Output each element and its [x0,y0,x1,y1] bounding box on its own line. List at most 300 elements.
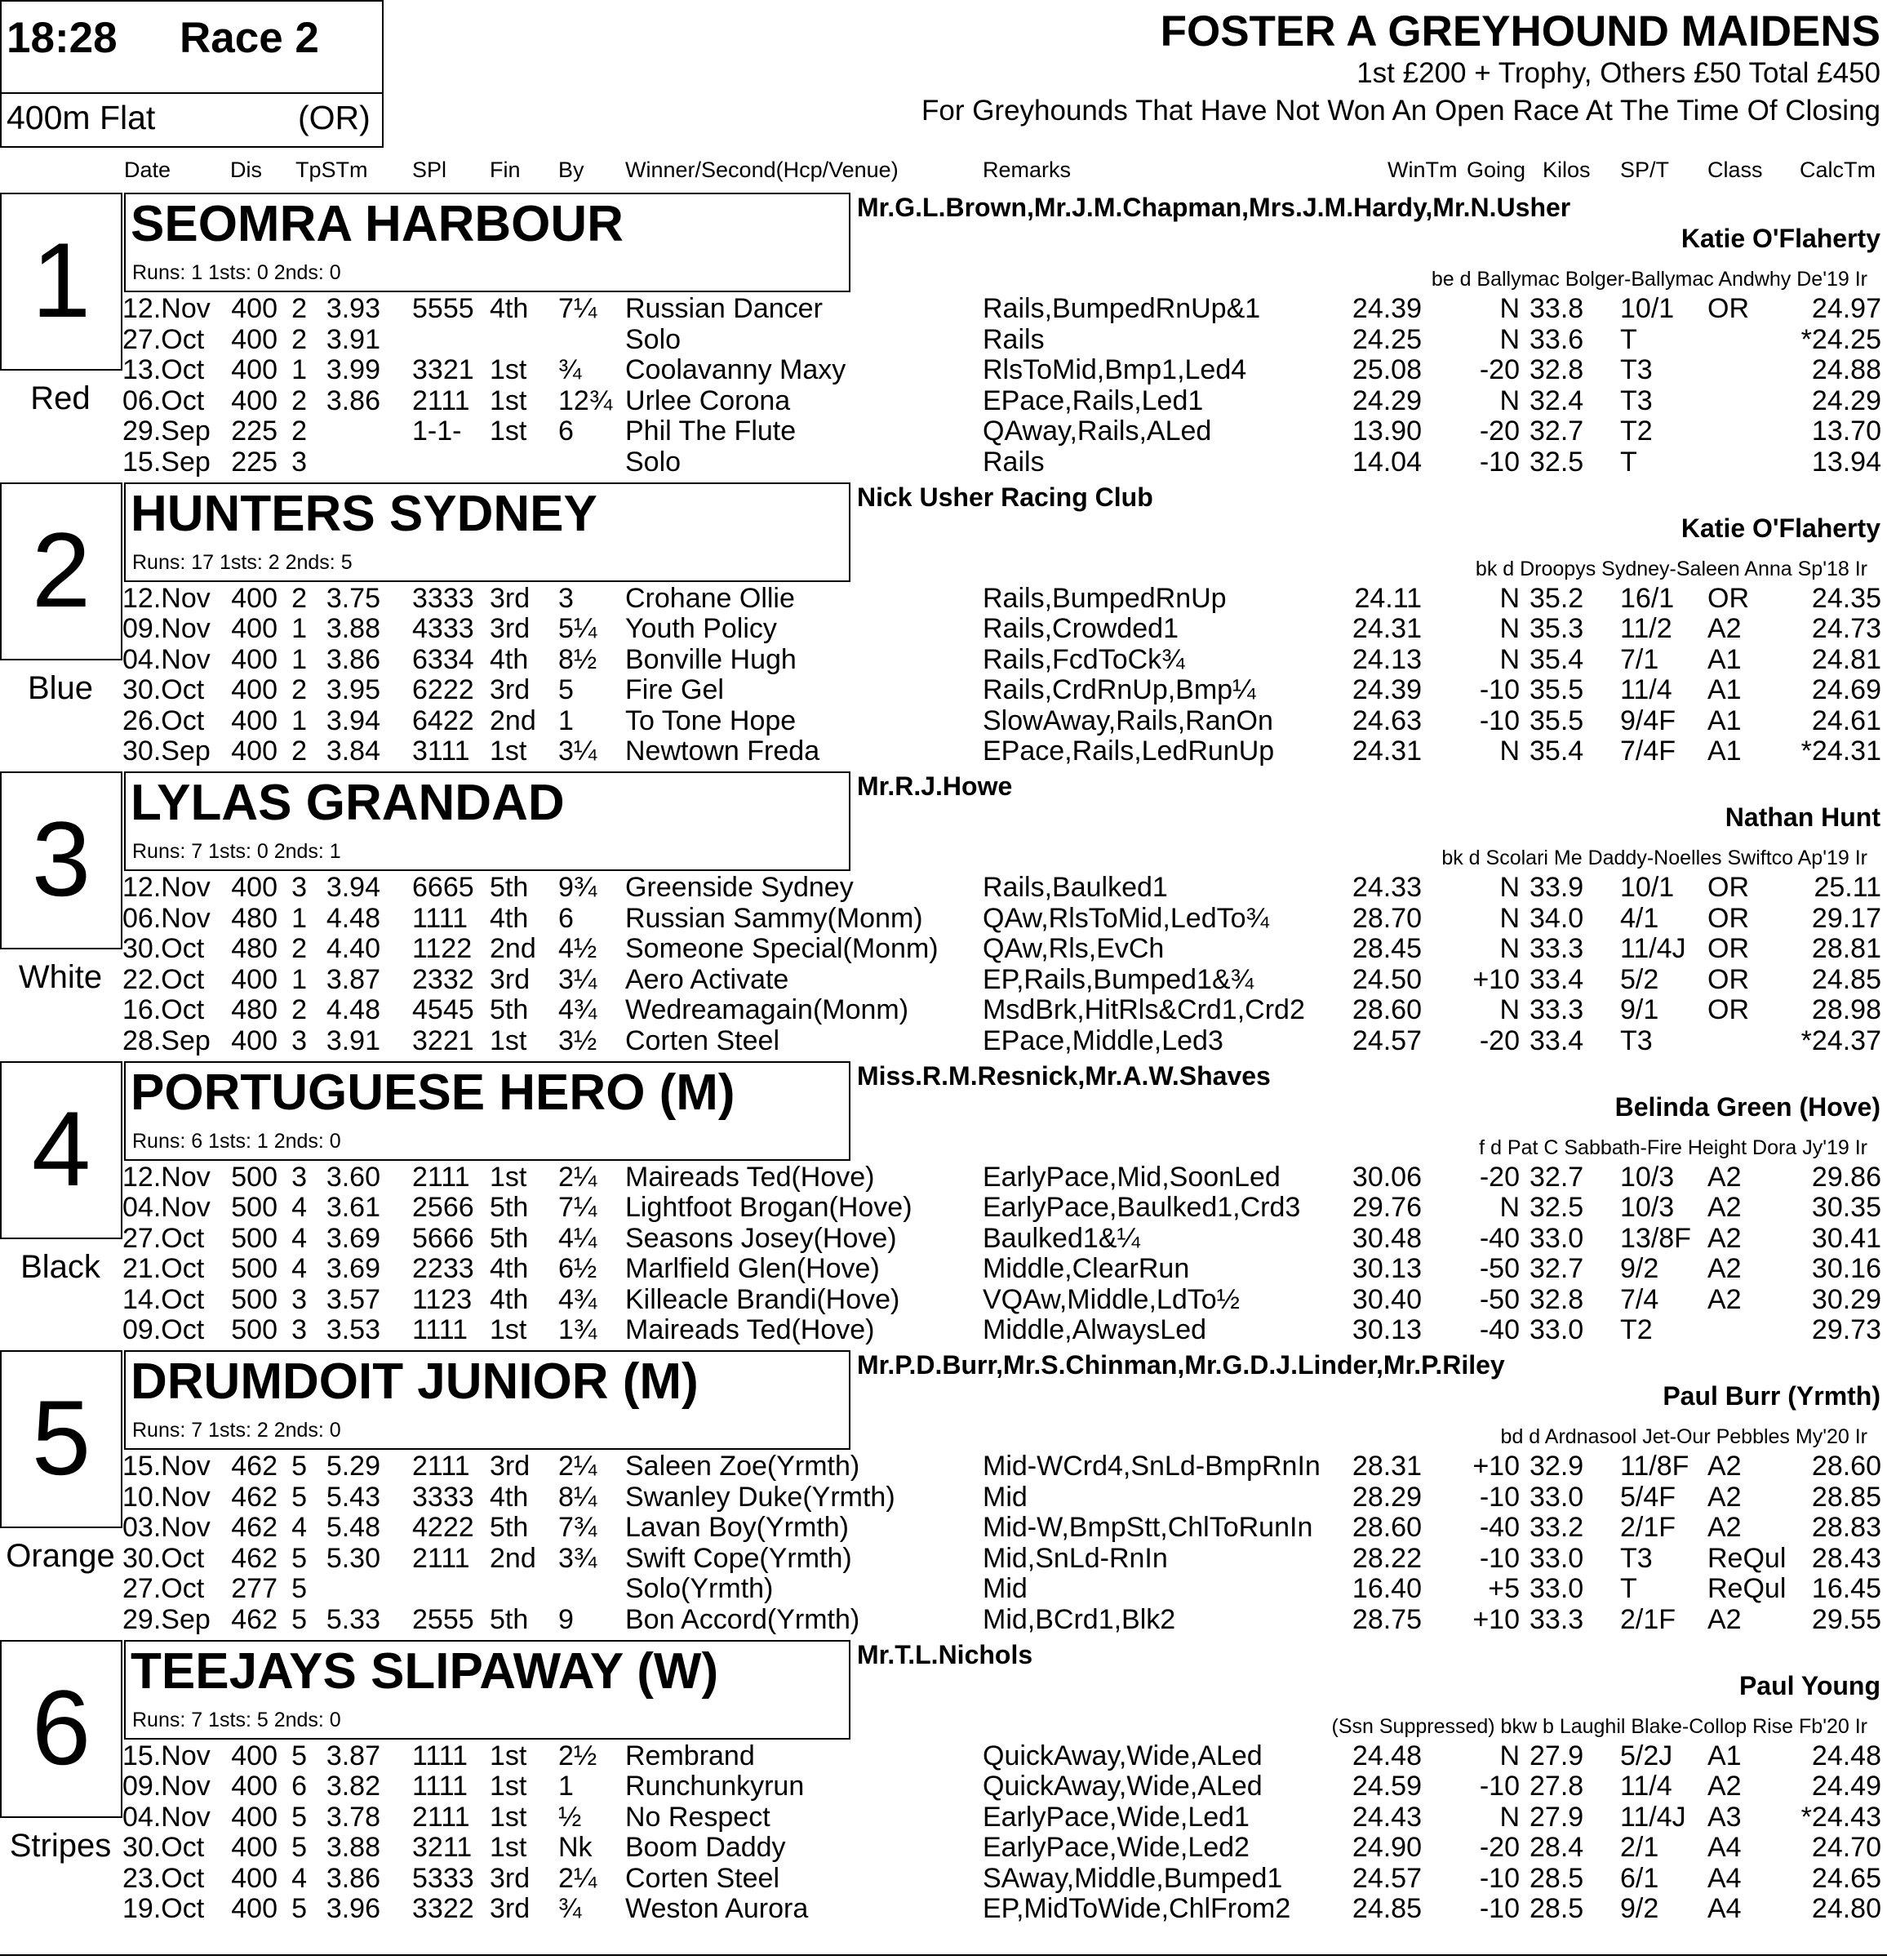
form-date: 30.Oct [122,933,205,964]
form-remarks: Mid [983,1573,1028,1604]
col-winner: Winner/Second(Hcp/Venue) [625,158,899,182]
form-class: A3 [1707,1801,1742,1833]
form-trap: 5 [291,1893,307,1924]
form-going: N [1499,933,1520,964]
form-splits: 6422 [412,704,474,736]
form-sectional: 4.48 [326,994,380,1025]
form-finish: 1st [490,1024,527,1056]
form-splits: 2111 [412,384,470,416]
form-kilos: 32.7 [1530,1253,1584,1284]
form-sectional: 3.86 [326,384,380,416]
form-wintm: 30.40 [1352,1283,1422,1315]
form-splits: 2111 [412,1542,470,1574]
form-finish: 1st [490,1161,527,1193]
form-splits: 6222 [412,674,474,705]
form-sectional: 5.48 [326,1512,380,1543]
form-calctm: *24.43 [1800,1801,1881,1833]
runner-block [0,771,1887,1061]
trap-number: 2 [31,509,91,629]
form-splits: 4545 [412,994,474,1025]
form-calctm: 29.55 [1811,1603,1881,1635]
form-spt: 4/1 [1620,902,1659,934]
form-trap: 5 [291,1801,307,1833]
form-trap: 3 [291,446,307,478]
form-sectional: 3.91 [326,323,380,355]
form-trap: 5 [291,1603,307,1635]
form-finish: 1st [490,1771,527,1802]
form-sectional: 3.93 [326,293,380,324]
form-going: +10 [1472,1451,1520,1482]
form-spt: 11/4 [1620,1771,1672,1802]
form-winner: Youth Policy [625,613,777,644]
form-sectional: 3.69 [326,1253,380,1284]
form-splits: 5666 [412,1222,474,1254]
form-sectional: 5.43 [326,1481,380,1513]
trainer-name: Belinda Green (Hove) [1614,1091,1880,1122]
form-by: 8½ [558,643,597,675]
form-date: 12.Nov [122,293,211,324]
form-kilos: 27.8 [1530,1771,1584,1802]
form-trap: 4 [291,1222,307,1254]
form-remarks: QAway,Rails,ALed [983,416,1212,447]
trap-number: 5 [31,1378,91,1497]
owner-names: Mr.T.L.Nichols [857,1639,1033,1669]
breeding-line: bk d Scolari Me Daddy-Noelles Swiftco Ap'19 Ir [1441,847,1867,869]
form-spt: 5/4F [1620,1481,1676,1513]
form-trap: 1 [291,704,307,736]
form-going: +10 [1472,1603,1520,1635]
form-calctm: 24.29 [1811,384,1881,416]
form-date: 12.Nov [122,872,211,903]
form-sectional: 3.96 [326,1893,380,1924]
form-row [0,386,1887,416]
form-sectional: 3.88 [326,613,380,644]
race-time: 18:28 [7,14,118,62]
form-row [0,873,1887,903]
trainer-name: Paul Burr (Yrmth) [1663,1381,1880,1411]
form-trap: 3 [291,1314,307,1345]
form-remarks: Rails,FcdToCk¾ [983,643,1185,675]
col-wintm: WinTm [1388,158,1458,182]
col-calctm: CalcTm [1800,158,1876,182]
form-sectional: 3.94 [326,872,380,903]
form-wintm: 28.45 [1352,933,1422,964]
form-class: A2 [1707,1253,1742,1284]
form-splits: 2233 [412,1253,474,1284]
form-splits: 2111 [412,1451,470,1482]
form-wintm: 28.70 [1352,902,1422,934]
form-remarks: SAway,Middle,Bumped1 [983,1862,1283,1894]
trap-colour: Orange [6,1538,115,1574]
form-dis: 277 [231,1573,278,1604]
form-spt: 11/4J [1620,1801,1686,1833]
form-wintm: 28.22 [1352,1542,1422,1574]
form-spt: 6/1 [1620,1862,1659,1894]
form-calctm: 29.17 [1811,902,1881,934]
form-trap: 1 [291,902,307,934]
owner-names: Mr.G.L.Brown,Mr.J.M.Chapman,Mrs.J.M.Hardy,Mr.N.Usher [857,193,1571,222]
form-class: A1 [1707,1740,1742,1771]
breeding-line: f d Pat C Sabbath-Fire Height Dora Jy'19 Ir [1479,1136,1867,1159]
form-date: 15.Nov [122,1740,211,1771]
form-trap: 1 [291,963,307,995]
owner-names: Nick Usher Racing Club [857,482,1153,512]
form-spt: T2 [1620,1314,1653,1345]
form-date: 26.Oct [122,704,205,736]
form-spt: T [1620,446,1637,478]
form-winner: Phil The Flute [625,416,797,447]
form-going: N [1499,994,1520,1025]
form-by: ¾ [558,354,582,385]
form-dis: 400 [231,704,278,736]
form-class: OR [1707,902,1749,934]
form-calctm: 24.65 [1811,1862,1881,1894]
dog-name: TEEJAYS SLIPAWAY (W) [131,1642,719,1700]
race-number: Race 2 [180,14,319,62]
form-trap: 4 [291,1253,307,1284]
owner-names: Mr.R.J.Howe [857,771,1013,801]
form-date: 29.Sep [122,1603,211,1635]
form-trap: 2 [291,736,307,767]
form-row [0,355,1887,385]
form-finish: 5th [490,1603,529,1635]
form-going: N [1499,736,1520,767]
form-winner: Coolavanny Maxy [625,354,846,385]
form-dis: 400 [231,582,278,614]
form-calctm: 24.48 [1811,1740,1881,1771]
form-row [0,736,1887,767]
form-class: A2 [1707,1161,1742,1193]
form-finish: 4th [490,1253,529,1284]
form-splits: 2332 [412,963,474,995]
form-calctm: 28.60 [1811,1451,1881,1482]
form-row [0,1894,1887,1924]
form-date: 12.Nov [122,1161,211,1193]
form-row [0,1451,1887,1482]
form-going: -50 [1479,1283,1520,1315]
form-winner: Marlfield Glen(Hove) [625,1253,880,1284]
form-splits: 3321 [412,354,474,385]
form-sectional: 3.95 [326,674,380,705]
form-going: -20 [1479,1024,1520,1056]
form-remarks: QAw,RlsToMid,LedTo¾ [983,902,1269,934]
form-remarks: EP,Rails,Bumped1&¾ [983,963,1254,995]
form-row [0,1513,1887,1543]
form-going: -10 [1479,446,1520,478]
form-class: A1 [1707,704,1742,736]
form-going: N [1499,582,1520,614]
form-sectional: 4.40 [326,933,380,964]
form-calctm: *24.31 [1800,736,1881,767]
form-finish: 1st [490,354,527,385]
form-by: 1¾ [558,1314,597,1345]
form-winner: Solo [625,446,682,478]
trainer-name: Katie O'Flaherty [1681,513,1880,543]
form-remarks: QAw,Rls,EvCh [983,933,1165,964]
form-date: 09.Oct [122,1314,205,1345]
form-trap: 3 [291,1024,307,1056]
form-winner: Swanley Duke(Yrmth) [625,1481,895,1513]
form-date: 30.Oct [122,1542,205,1574]
form-date: 04.Nov [122,643,211,675]
form-trap: 6 [291,1771,307,1802]
form-kilos: 27.9 [1530,1740,1584,1771]
form-trap: 1 [291,613,307,644]
form-going: N [1499,1740,1520,1771]
form-winner: Newtown Freda [625,736,820,767]
form-spt: 13/8F [1620,1222,1691,1254]
form-remarks: EarlyPace,Mid,SoonLed [983,1161,1281,1193]
form-wintm: 28.29 [1352,1481,1422,1513]
form-row [0,1771,1887,1802]
form-class: OR [1707,582,1749,614]
form-row [0,325,1887,355]
form-remarks: Rails,Baulked1 [983,872,1168,903]
form-class: A2 [1707,613,1742,644]
trap-number: 6 [31,1667,91,1787]
form-wintm: 24.31 [1352,736,1422,767]
form-splits: 3221 [412,1024,474,1056]
dog-runs-summary: Runs: 7 1sts: 2 2nds: 0 [132,1419,341,1442]
form-winner: Seasons Josey(Hove) [625,1222,897,1254]
form-splits: 1-1- [412,416,462,447]
form-sectional: 5.29 [326,1451,380,1482]
form-class: OR [1707,293,1749,324]
form-date: 27.Oct [122,323,205,355]
form-by: 2½ [558,1740,597,1771]
form-trap: 3 [291,872,307,903]
form-date: 04.Nov [122,1192,211,1223]
col-remarks: Remarks [983,158,1072,182]
form-spt: 11/4 [1620,674,1672,705]
form-going: -50 [1479,1253,1520,1284]
form-kilos: 33.0 [1530,1481,1584,1513]
form-row [0,1574,1887,1604]
race-conditions: For Greyhounds That Have Not Won An Open Race At The Time Of Closing [921,95,1880,127]
dog-name: HUNTERS SYDNEY [131,485,597,542]
form-wintm: 29.76 [1352,1192,1422,1223]
form-trap: 5 [291,1832,307,1863]
form-kilos: 33.4 [1530,963,1584,995]
form-kilos: 33.4 [1530,1024,1584,1056]
form-dis: 462 [231,1481,278,1513]
form-row [0,447,1887,478]
form-sectional: 3.86 [326,643,380,675]
form-sectional: 3.75 [326,582,380,614]
form-spt: 7/1 [1620,643,1659,675]
form-remarks: Rails [983,323,1045,355]
form-trap: 2 [291,933,307,964]
form-row [0,1254,1887,1284]
form-finish: 3rd [490,963,531,995]
form-row [0,1605,1887,1635]
form-row [0,614,1887,644]
dog-runs-summary: Runs: 1 1sts: 0 2nds: 0 [132,261,341,284]
breeding-line: bk d Droopys Sydney-Saleen Anna Sp'18 Ir [1475,557,1867,580]
dog-runs-summary: Runs: 7 1sts: 0 2nds: 1 [132,840,341,863]
form-kilos: 33.0 [1530,1573,1584,1604]
form-calctm: 16.45 [1811,1573,1881,1604]
form-sectional: 3.57 [326,1283,380,1315]
trainer-name: Katie O'Flaherty [1681,224,1880,253]
form-finish: 2nd [490,933,536,964]
form-row [0,1224,1887,1254]
form-dis: 400 [231,1771,278,1802]
form-by: 6 [558,416,574,447]
form-dis: 225 [231,446,278,478]
form-remarks: Mid-W,BmpStt,ChlToRunIn [983,1512,1313,1543]
form-row [0,1315,1887,1345]
form-calctm: 24.61 [1811,704,1881,736]
form-by: 3¾ [558,1542,597,1574]
form-winner: Someone Special(Monm) [625,933,939,964]
form-sectional: 3.86 [326,1862,380,1894]
form-calctm: 24.80 [1811,1893,1881,1924]
form-remarks: Baulked1&¼ [983,1222,1140,1254]
form-kilos: 32.8 [1530,354,1584,385]
form-kilos: 28.5 [1530,1862,1584,1894]
form-dis: 400 [231,1893,278,1924]
form-remarks: VQAw,Middle,LdTo½ [983,1283,1240,1315]
form-spt: 5/2 [1620,963,1659,995]
form-by: 4¾ [558,994,597,1025]
form-calctm: 29.73 [1811,1314,1881,1345]
form-sectional: 3.87 [326,1740,380,1771]
form-winner: Solo [625,323,682,355]
form-finish: 1st [490,416,527,447]
form-by: 4¾ [558,1283,597,1315]
form-remarks: RlsToMid,Bmp1,Led4 [983,354,1247,385]
form-winner: Russian Sammy(Monm) [625,902,923,934]
form-date: 29.Sep [122,416,211,447]
trap-colour: White [18,959,103,995]
form-class: A4 [1707,1832,1742,1863]
col-by: By [558,158,584,182]
form-winner: Greenside Sydney [625,872,854,903]
form-kilos: 33.2 [1530,1512,1584,1543]
form-kilos: 32.5 [1530,446,1584,478]
form-date: 21.Oct [122,1253,205,1284]
form-dis: 400 [231,736,278,767]
form-winner: Corten Steel [625,1862,779,1894]
form-spt: T3 [1620,1024,1653,1056]
trainer-name: Paul Young [1738,1670,1880,1700]
form-splits: 4333 [412,613,474,644]
form-wintm: 24.85 [1352,1893,1422,1924]
form-splits: 1111 [412,902,468,934]
col-spt: SP/T [1620,158,1670,182]
form-going: -20 [1479,354,1520,385]
form-finish: 4th [490,1283,529,1315]
form-wintm: 30.13 [1352,1253,1422,1284]
form-date: 04.Nov [122,1801,211,1833]
form-kilos: 35.3 [1530,613,1584,644]
form-winner: Fire Gel [625,674,724,705]
form-kilos: 28.5 [1530,1893,1584,1924]
form-sectional: 3.69 [326,1222,380,1254]
form-spt: 11/4J [1620,933,1686,964]
form-calctm: 24.97 [1811,293,1881,324]
col-kilos: Kilos [1543,158,1591,182]
form-wintm: 24.43 [1352,1801,1422,1833]
race-grade: (OR) [298,99,371,136]
form-class: OR [1707,933,1749,964]
form-going: -40 [1479,1314,1520,1345]
form-remarks: EarlyPace,Baulked1,Crd3 [983,1192,1301,1223]
form-dis: 400 [231,872,278,903]
form-class: OR [1707,994,1749,1025]
form-winner: Lavan Boy(Yrmth) [625,1512,849,1543]
form-going: N [1499,613,1520,644]
form-kilos: 35.5 [1530,704,1584,736]
form-wintm: 30.48 [1352,1222,1422,1254]
form-spt: 10/1 [1620,872,1675,903]
form-going: N [1499,1801,1520,1833]
form-dis: 480 [231,902,278,934]
owner-names: Miss.R.M.Resnick,Mr.A.W.Shaves [857,1060,1271,1091]
form-winner: Crohane Ollie [625,582,795,614]
form-class: A4 [1707,1862,1742,1894]
form-class: A2 [1707,1512,1742,1543]
form-going: -10 [1479,1771,1520,1802]
form-sectional: 3.78 [326,1801,380,1833]
form-splits: 2555 [412,1603,474,1635]
form-kilos: 35.4 [1530,643,1584,675]
form-trap: 4 [291,1192,307,1223]
form-dis: 400 [231,1832,278,1863]
form-sectional: 5.30 [326,1542,380,1574]
form-kilos: 33.3 [1530,1603,1584,1635]
form-by: 9 [558,1603,574,1635]
race-title: FOSTER A GREYHOUND MAIDENS [1160,7,1880,56]
form-calctm: 24.73 [1811,613,1881,644]
form-going: -40 [1479,1222,1520,1254]
dog-runs-summary: Runs: 17 1sts: 2 2nds: 5 [132,550,353,574]
trap-colour: Red [30,380,91,416]
form-sectional: 3.61 [326,1192,380,1223]
form-calctm: 25.11 [1814,872,1881,903]
form-finish: 4th [490,1481,529,1513]
form-spt: 9/2 [1620,1893,1659,1924]
form-going: N [1499,902,1520,934]
form-splits: 1111 [412,1740,468,1771]
form-wintm: 24.63 [1352,704,1422,736]
form-dis: 500 [231,1222,278,1254]
form-spt: 5/2J [1620,1740,1673,1771]
form-splits: 3211 [412,1832,473,1863]
trap-colour: Black [20,1248,100,1285]
form-going: +5 [1488,1573,1520,1604]
form-finish: 5th [490,1192,529,1223]
form-sectional: 3.53 [326,1314,380,1345]
form-by: 2¼ [558,1862,597,1894]
form-finish: 2nd [490,704,536,736]
race-prize: 1st £200 + Trophy, Others £50 Total £450 [1356,57,1880,89]
form-row [0,1544,1887,1574]
form-finish: 5th [490,1222,529,1254]
form-by: 2¼ [558,1451,597,1482]
form-trap: 2 [291,994,307,1025]
trap-colour: Blue [27,669,94,706]
form-row [0,1864,1887,1894]
form-spt: T3 [1620,354,1653,385]
form-by: 6 [558,902,574,934]
form-date: 16.Oct [122,994,205,1025]
form-kilos: 33.0 [1530,1542,1584,1574]
form-spt: 9/1 [1620,994,1659,1025]
form-by: 1 [558,704,574,736]
form-kilos: 33.9 [1530,872,1584,903]
